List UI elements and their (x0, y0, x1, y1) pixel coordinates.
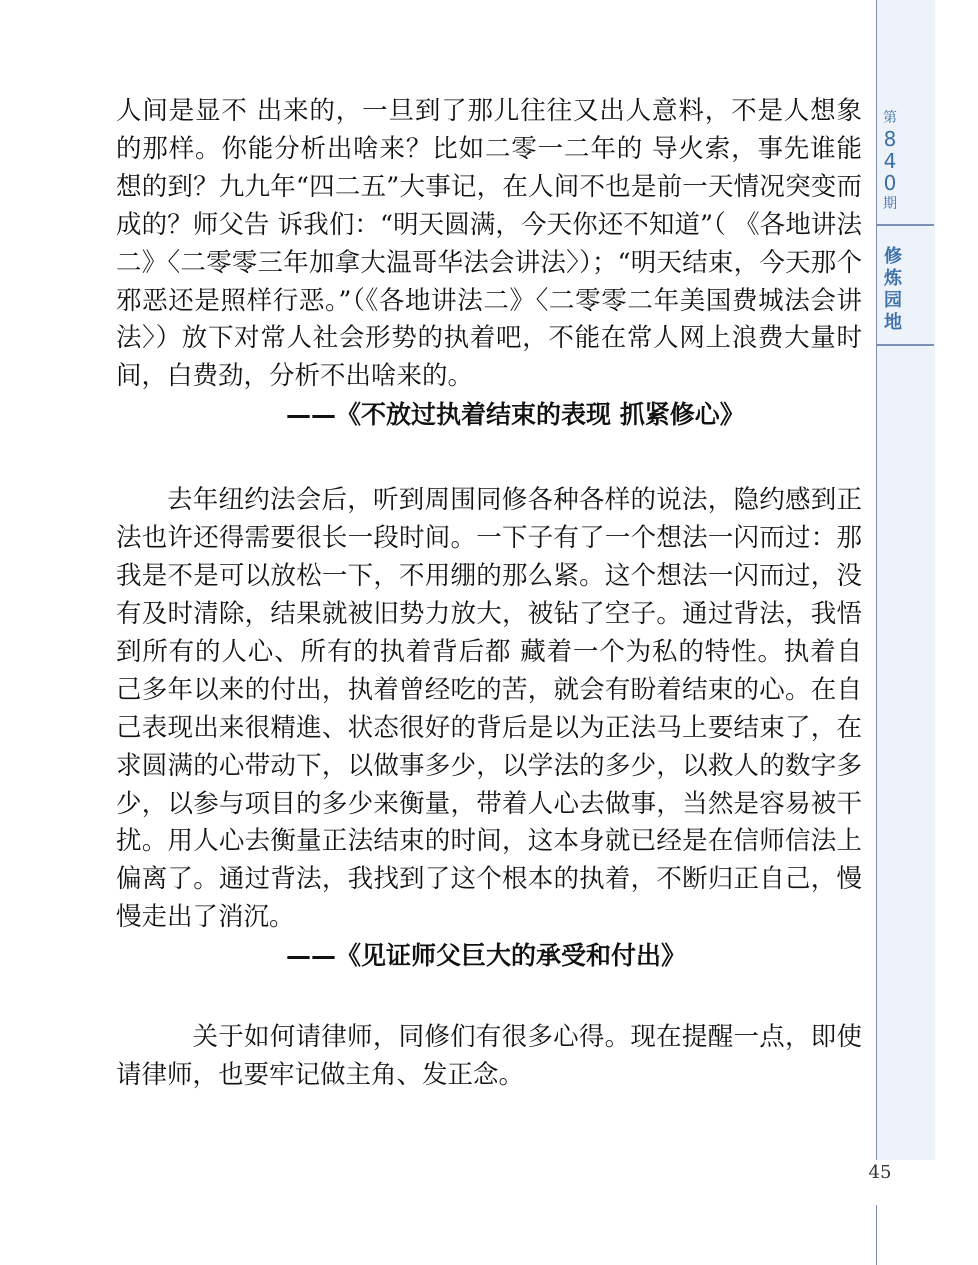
source-attribution: ——《不放过执着结束的表现 抓紧修心》 (286, 400, 745, 430)
issue-prefix: 第 (883, 110, 897, 126)
article-body (116, 93, 862, 1095)
issue-digit: 0 (883, 171, 897, 195)
source-attribution: ——《见证师父巨大的承受和付出》 (286, 941, 687, 971)
column-title (880, 246, 906, 334)
column-char: 园 (884, 290, 902, 311)
sidebar-lower-line (876, 1205, 877, 1265)
column-char: 地 (884, 312, 902, 333)
paragraph-gap (116, 975, 862, 1019)
sidebar-divider-top (876, 224, 934, 226)
issue-number (876, 108, 904, 214)
paragraph: 人间是显不 出来的，一旦到了那儿往往又出人意料，不是人想象的那样。你能分析出啥来？比如二零一二年的 导火索，事先谁能想的到？九九年“四二五”大事记，在人间不也是前一天情况突变而成的？师父告 诉我们：“明天圆满，今天你还不知道”（ 《各地讲法二》〈二零零三年加拿大温哥华法会讲法〉）；“明天结束，今天那个邪恶还是照样行恶。”（《各地讲法二》〈二零零二年美国费城法会讲法〉）放下对常人社会形势的执着吧，不能在常人网上浪费大量时间，白费劲，分析不出啥来的。 (116, 96, 862, 392)
page-number: 45 (868, 1162, 892, 1183)
paragraph: 关于如何请律师，同修们有很多心得。现在提醒一点，即使请律师，也要牢记做主角、发正念。 (116, 1022, 862, 1091)
issue-digit: 4 (883, 149, 897, 173)
sidebar-divider-bottom (876, 344, 934, 346)
column-char: 修 (884, 246, 902, 267)
column-char: 炼 (884, 268, 902, 289)
issue-digit: 8 (883, 127, 897, 151)
paragraph-gap (116, 434, 862, 482)
paragraph: 去年纽约法会后，听到周围同修各种各样的说法，隐约感到正法也许还得需要很长一段时间。一下子有了一个想法一闪而过：那我是不是可以放松一下，不用绷的那么紧。这个想法一闪而过，没有及时清除，结果就被旧势力放大，被钻了空子。通过背法，我悟到所有的人心、所有的执着背后都 藏着一个为私的特性。执着自己多年以来的付出，执着曾经吃的苦，就会有盼着结束的心。在自己表现出来很精進、状态很好的背后是以为正法马上要结束了，在求圆满的心带动下，以做事多少，以学法的多少，以救人的数字多少，以参与项目的多少来衡量，带着人心去做事，当然是容易被干扰。用人心去衡量正法结束的时间，这本身就已经是在信师信法上偏离了。通过背法，我找到了这个根本的执着，不断归正自己，慢慢走出了消沉。 (116, 485, 862, 933)
issue-suffix: 期 (883, 196, 897, 212)
